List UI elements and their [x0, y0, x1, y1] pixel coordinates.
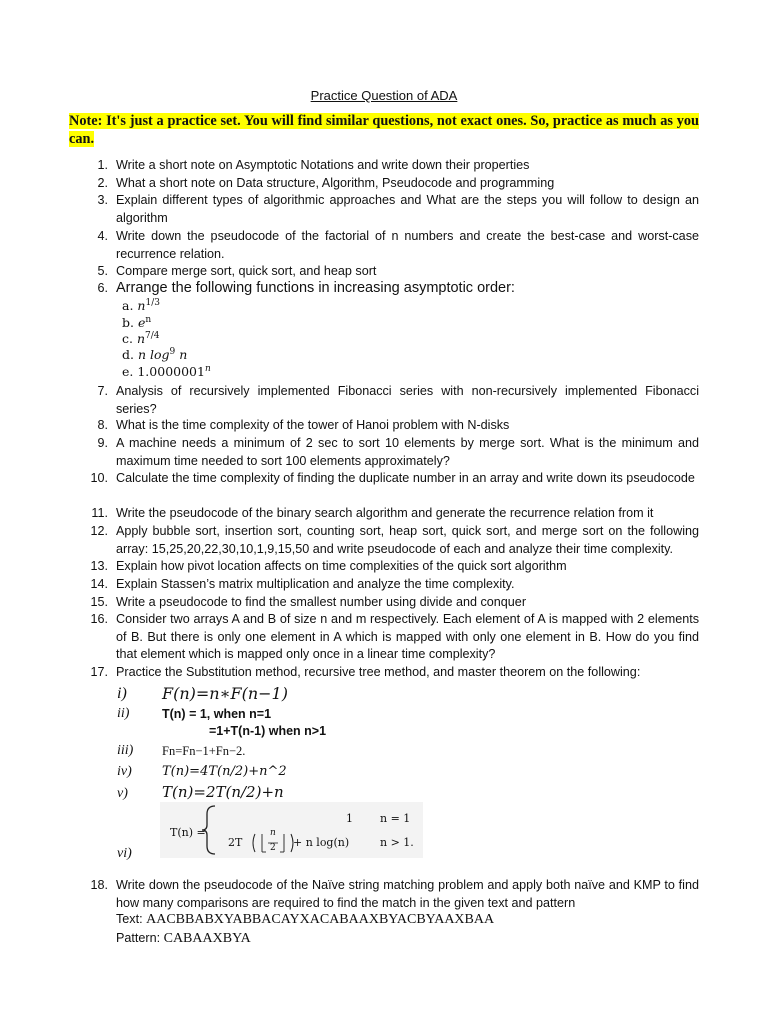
question-7: 7. Analysis of recursively implemented Fibonacci series with non-recursively implemented Fibonacci series?	[97, 384, 699, 416]
page-title: Practice Question of ADA	[310, 88, 458, 103]
q18-pattern-line: Pattern: CABAAXBYA	[116, 931, 251, 946]
question-1: 1. Write a short note on Asymptotic Notations and write down their properties	[97, 158, 530, 172]
question-4: 4. Write down the pseudocode of the factorial of n numbers and create the best-case and worst-case recurrence relation.	[97, 229, 699, 261]
q17-equation-v: T(n)=2T(n/2)+n	[162, 783, 284, 801]
q17-label-i: i)	[117, 685, 127, 702]
question-18: 18. Write down the pseudocode of the Naïve string matching problem and apply both naïve and KMP to find how many comparisons are required to find the match in the given text and pattern	[90, 878, 699, 910]
question-11: 11. Write the pseudocode of the binary search algorithm and generate the recurrence relation from it	[91, 506, 654, 520]
note-text: Note: It's just a practice set. You will find similar questions, not exact ones. So, practice as much as you can.	[69, 113, 699, 147]
q6-function-c: c. $n^{7/4}$	[122, 331, 160, 347]
question-12: 12. Apply bubble sort, insertion sort, counting sort, heap sort, quick sort, and merge sort on the following array: 15,25,20,22,30,10,1,9,15,50 and write pseudocode of each and analyze their time complexity.	[90, 524, 699, 556]
piecewise-fraction-denominator: 2	[270, 843, 276, 853]
q17-equation-iv: T(n)=4T(n/2)+n^2	[162, 764, 287, 779]
q17-label-v: v)	[117, 786, 128, 801]
question-17: 17. Practice the Substitution method, recursive tree method, and master theorem on the following:	[90, 665, 641, 679]
q17-label-vi: vi)	[117, 846, 132, 861]
question-15: 15. Write a pseudocode to find the smallest number using divide and conquer	[90, 595, 527, 609]
q6-function-b: b. $e^n$	[122, 315, 152, 331]
q6-function-e: e. 1.0000001$^n$	[122, 364, 211, 380]
q6-function-d: d. n $\log^9 n$	[122, 347, 188, 363]
q17-equation-ii-line2: =1+T(n-1) when n>1	[209, 724, 327, 738]
question-9: 9. A machine needs a minimum of 2 sec to sort 10 elements by merge sort. What is the minimum and maximum time needed to sort 100 elements approximately?	[97, 436, 699, 468]
piecewise-case1-condition: n = 1	[380, 812, 411, 825]
q17-label-iii: iii)	[117, 743, 134, 758]
q17-label-ii: ii)	[117, 706, 130, 721]
question-3: 3. Explain different types of algorithmic approaches and What are the steps you will follow to design an algorithm	[97, 193, 699, 225]
q17-equation-i: F(n)=n∗F(n−1)	[162, 684, 288, 703]
question-8: 8. What is the time complexity of the tower of Hanoi problem with N-disks	[97, 418, 510, 432]
piecewise-case1-value: 1	[346, 812, 353, 825]
piecewise-case2-value: 2T	[228, 836, 243, 849]
question-14: 14. Explain Stassen’s matrix multiplication and analyze the time complexity.	[90, 577, 515, 591]
q17-equation-iii: Fn=Fn−1+Fn−2.	[162, 744, 246, 758]
question-13: 13. Explain how pivot location affects on time complexities of the quick sort algorithm	[90, 559, 567, 573]
question-2: 2. What a short note on Data structure, Algorithm, Pseudocode and programming	[97, 176, 555, 190]
question-6: 6. Arrange the following functions in increasing asymptotic order:	[97, 280, 515, 296]
q18-text-line: Text: AACBBABXYABBACAYXACABAAXBYACBYAAXBAA	[116, 912, 495, 927]
piecewise-case2-tail: + n log(n)	[293, 836, 350, 849]
piecewise-case2-condition: n > 1.	[380, 836, 414, 849]
q17-equation-ii-line1: T(n) = 1, when n=1	[162, 707, 272, 721]
q17-label-iv: iv)	[117, 764, 132, 779]
question-10: 10. Calculate the time complexity of finding the duplicate number in an array and write down its pseudocode	[90, 471, 695, 485]
note-banner	[69, 113, 699, 148]
question-5: 5. Compare merge sort, quick sort, and heap sort	[97, 264, 377, 278]
piecewise-fraction-numerator: n	[270, 828, 276, 838]
piecewise-lhs: T(n) =	[170, 826, 206, 839]
question-16: 16. Consider two arrays A and B of size n and m respectively. Each element of A is mapped with 2 elements of B. But there is only one element in A which is mapped with only one element in B. How do you find that element which is mapped only once in a linear time complexity?	[90, 612, 699, 661]
q6-function-a: a. $n^{1/3}$	[122, 298, 160, 314]
